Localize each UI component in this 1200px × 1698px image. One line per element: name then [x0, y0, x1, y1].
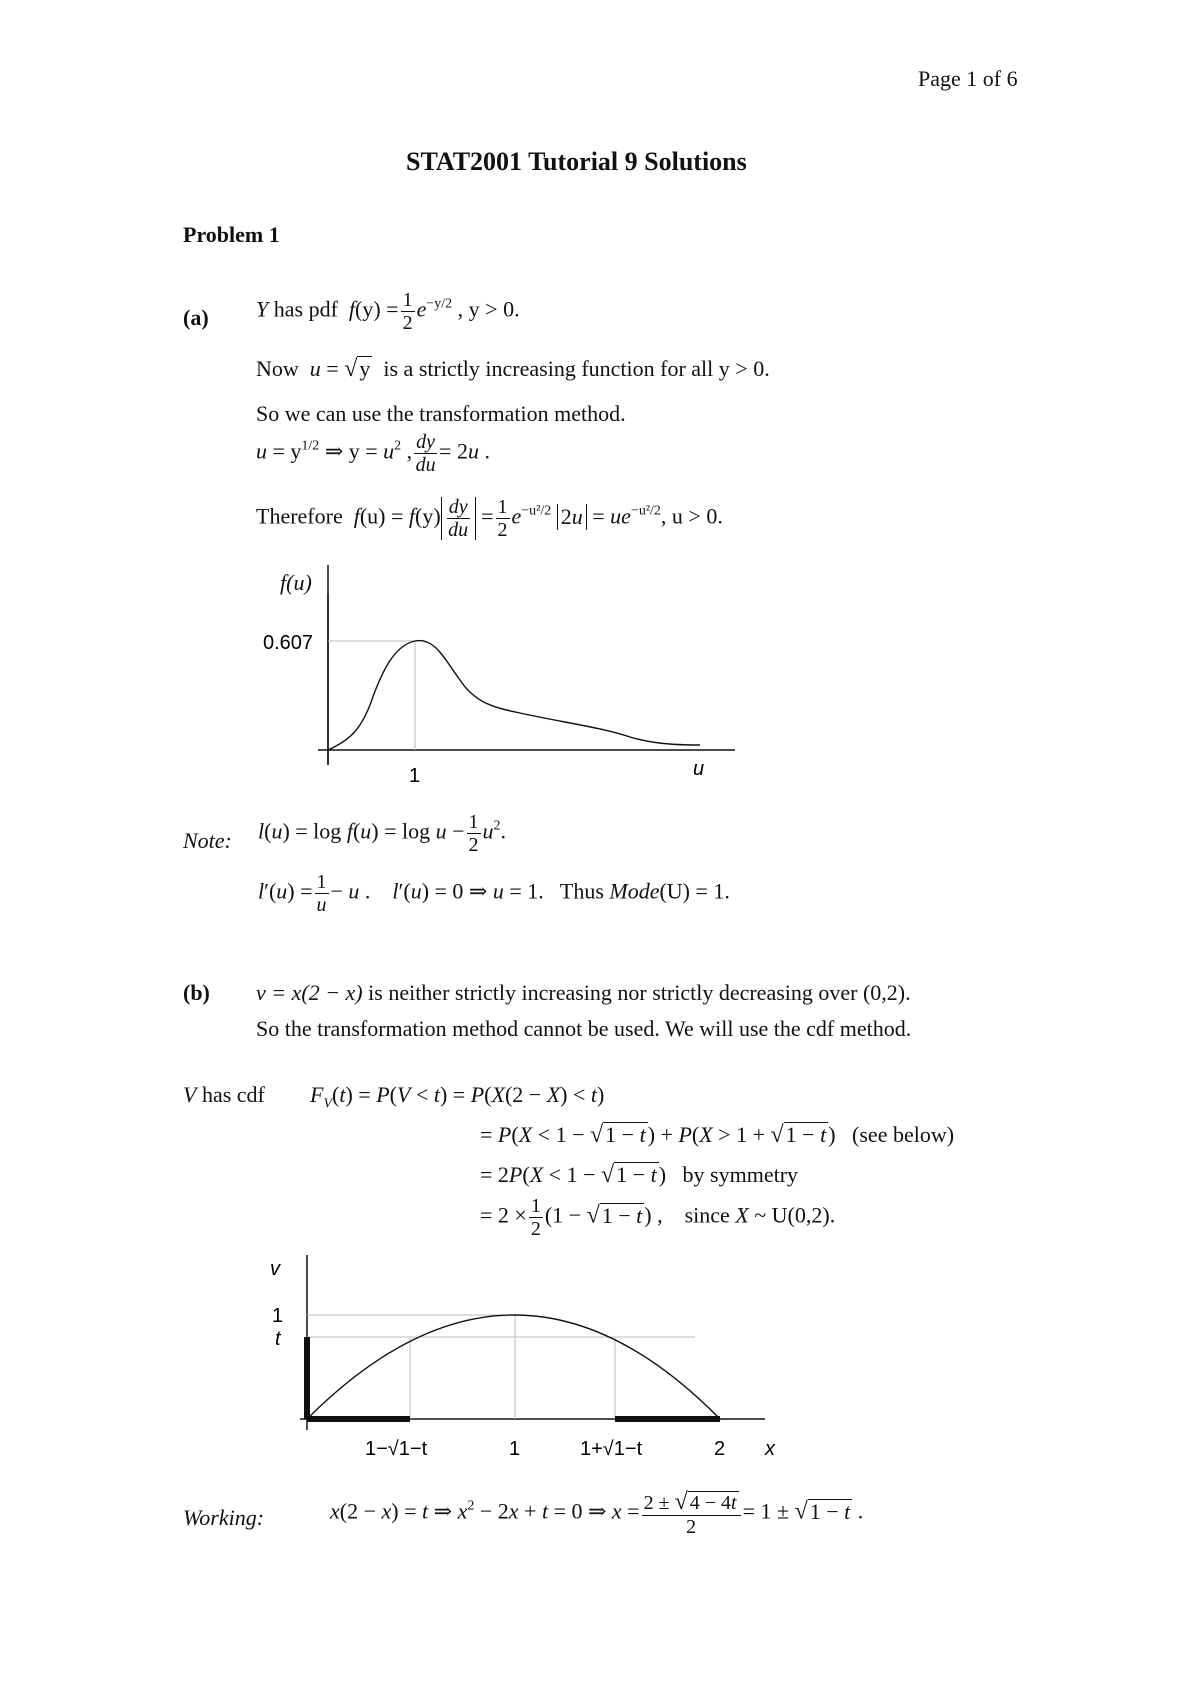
cdf-line2: = P(X < 1 − √1 − t) + P(X > 1 + √1 − t) (see below)	[480, 1122, 955, 1148]
part-a-line4: $u = y^{1/2}$ ⇒ $y = u^2$ , $\frac{dy}{du}$ = 2u .	[256, 431, 490, 476]
note-line2: l′(u) = $\frac{1}{u}$ − u . l′(u) = 0 ⇒ u = 1. Thus Mode(U) = 1.	[258, 871, 730, 916]
part-b-line2: So the transformation method cannot be used. We will use the cdf method.	[256, 1016, 912, 1041]
page-number: Page 1 of 6	[918, 66, 1018, 91]
cdf-line3: = 2P(X < 1 − √1 − t) by symmetry	[480, 1162, 799, 1188]
part-a-line1: Y has pdf f(y) = $\frac{1}{2}$ $e^{-y/2}$ , y > 0.	[256, 289, 520, 334]
part-a-line5: Therefore f(u) = f(y) $\frac{dy}{du}$ = $\frac{1}{2}$ $e^{-u^2/2}$ $2u = ue^{-u^2/2}$, u > 0.	[256, 496, 723, 541]
problem-heading: Problem 1	[183, 222, 280, 247]
pdf-graph	[250, 565, 750, 790]
x-tick-1: 1	[509, 1438, 521, 1460]
v-graph	[250, 1250, 790, 1475]
part-a-label: (a)	[183, 305, 209, 330]
y-tick-1: 1	[272, 1305, 284, 1327]
x-tick-right: 1+√1−t	[580, 1438, 643, 1460]
part-a-line3: So we can use the transformation method.	[256, 401, 626, 426]
cdf-line4: = 2 × $\frac{1}{2}$ (1 − √1 − t) , since X ~ U(0,2).	[480, 1195, 836, 1240]
y-axis-label: v	[270, 1258, 280, 1280]
peak-label: 0.607	[263, 632, 314, 654]
parabola-curve	[307, 1315, 720, 1419]
y-tick-t: t	[275, 1328, 281, 1350]
cdf-line1: $F_V(t) = P(V < t) = P(X(2 - X) < t)$	[310, 1082, 605, 1112]
y-axis-label: f(u)	[280, 570, 312, 595]
x-axis-label: u	[693, 758, 705, 780]
x-tick-left: 1−√1−t	[365, 1438, 428, 1460]
pdf-curve	[328, 641, 700, 750]
part-a-line2: Now u = √y is a strictly increasing function for all y > 0.	[256, 356, 770, 382]
working-equation: x(2 − x) = t ⇒ $x^2 - 2x + t = 0$ ⇒ x = $\frac{2 \pm √ 4 - 4t}{2}$ = 1 ± √1 − t .	[330, 1489, 864, 1538]
part-b-line1: v = x(2 − x) is neither strictly increasing nor strictly decreasing over (0,2).	[256, 980, 911, 1005]
x-tick-2: 2	[714, 1438, 726, 1460]
x-axis-label: x	[765, 1438, 775, 1460]
note-label: Note:	[183, 828, 232, 853]
page-title: STAT2001 Tutorial 9 Solutions	[406, 147, 747, 176]
note-line1: l(u) = log f(u) = log u − $\frac{1}{2}$ $u^2$.	[258, 811, 507, 856]
part-b-label: (b)	[183, 980, 210, 1005]
cdf-label: V has cdf	[183, 1082, 265, 1107]
x-tick-1: 1	[409, 765, 421, 787]
working-label: Working:	[183, 1505, 265, 1530]
